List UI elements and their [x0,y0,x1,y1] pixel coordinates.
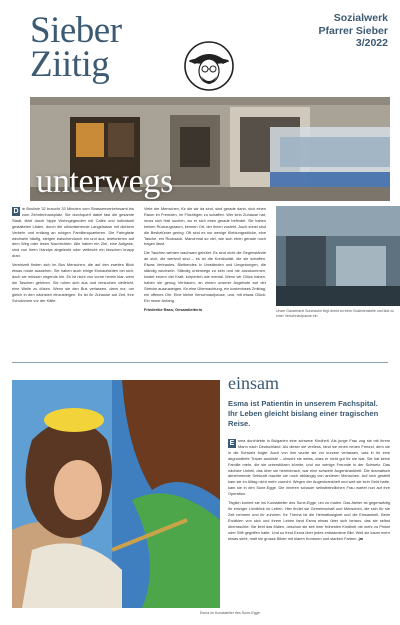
masthead-title [30,10,160,85]
article1-headline: unterwegs [36,163,174,200]
bus-interior-photo [276,206,400,306]
masthead-info [319,12,388,50]
article1-column2 [144,206,266,315]
org-name-line2: Pfarrer Sieber [318,24,388,37]
article1-photo-caption: Unser Gassenarzt Sunestube liegt direkt an einer Buslinienstelle und lädt zu einer Verschnaufpause ein. [276,309,394,318]
article1-paragraph: Vereinzelt finden sich im Bus Menschen, die auf den zweiten Blick etwas müde aussehen. Sie haben auch einige Einkaufstüten bei sich, doch sie müssen nirgends hin. Es ist nicht von vorne herein klar, wem die Taschen gehören. Sie ruhen sich aus und versuchen vielleicht, eine Weile zu dösen. Wenn sie den Bus verlassen, dann nur, um gleich in den nächsten einzusteigen. Es ist ihr Zuhause auf Zeit, ihre Schutzzone vor der Kälte. [12,262,134,303]
section-divider [12,362,388,363]
masthead-title-line1: Sieber [30,10,122,51]
article1-paragraph: Viele der Menschen, für die wir da sind, sind gerade darin, sich einen Raum im Fremden, im Flüchtigen zu schaffen. Wer kein Zuhause hat, muss sich Halt suchen, wo er sich eben gerade befindet. Sie haben keinen Rückzugsraum, kennen Ort, der ihnen zusteht. Auch sonst sind die Besitztümer gering: Oft sind es nur wenige Kleidungsstücke, eine Tasche, ein Rucksack. Manchmal so viel, wie sich eben gerade noch tragen lässt. [144,206,266,247]
article2-dropcap: E [229,440,235,447]
article1-paragraph-text: ie Buslinie 32 braucht 33 Minuten vom Strassenverkehrsamt bis zum Zehntenhausplatz. Sie durchquert dabei fast die gesamte Stadt, fährt durch hippe Wohngegenden mit Cafés und individuell gestalteten Läden, durch die urbanisierende Langstrasse mit dichtem Verkehr und entlang an ruhigen Familienquartieren. Die Fahrgäste wechseln häufig, steigen zwischendurch ein und aus, telefonieren auf dem Weg oder lesen Nachrichten. Alle haben ein Ziel, eine Aufgabe, sind von ihren Handys abgelenkt oder vielleicht ein bisschen knapp dran. [12,206,134,259]
article2-paragraph-text: Täglich kommt sie ins Kunstatelier des Sune-Egge, um zu malen. Das Atelier ist gegenwärtig ihr einziger Lichtblick im Leben. Hier findet sie Gemeinschaft und Menschen, die sich für sie Zeit nehmen und ihr zuhören. Ihr Thema ist die Heimatlosigkeit und die Einsamkeit. Beim Erzählen von sich und ihrem Leben fand Esma etwas über sich heraus, das sie selbst überraschte: Sie liebt das Malen, obschon sie seit ihrer frühesten Kindheit nie mehr zu Pinsel oder Stift gegriffen hatte. Und so freut Esma über jedes entstandene Bild. Weil sie kaum mehr etwas sieht, malt sie grosse Bilder mit klaren Konturen und starken Farben. [228,500,390,541]
org-name-line1: Sozialwerk [333,12,388,24]
article2-paragraph [228,500,390,541]
article1-column1 [12,206,134,307]
masthead-title-line2: Ziitig [30,44,110,85]
article1-paragraph: Die Taschen werden wachsam gehütet. Es sind nicht die Gegenstände an sich, die wertvoll sind – es ist die Kontinuität, die sie schaffen. Etwas Vertrautes, Bleibendes in Umständen und Umgebungen, die ständig wechseln. Ständig unterwegs zu sein und nie anzukommen, kostet enorm viel Kraft, körperlich wie mental. Wenn wir Glück haben, haben sie genug Vertrauen, an einem unserer Angebote auf der Strecke auszusteigen, für eine Übernachtung, ein kostenloses Zmittag, ein offenes Ohr. Eine kleine Verschnaufpause, und, mit etwas Glück: Ein neuer Anfang. [144,250,266,303]
article2-lead: Esma ist Patientin in unserem Fachspital. Ihr Leben gleicht bislang einer tragischen Reise. [228,399,379,428]
article1-dropcap: D [13,208,19,215]
article2-paragraph-text: sma durchlebte in Bulgarien eine schwere Kindheit. Als junge Frau zog sie mit ihrem Mann nach Deutschland. Als dieser sie verliess, fand sie einen neuen Freund, dem sie in die Schweiz folgte. Auch von ihm wurde sie vor kurzem verlassen, was in ihr eine abgrundtiefe Trauer auslöste – obwohl sie weiss, dass er nicht gut für sie war. Sie hat keine Familie mehr, die sie unterstützen könnte, und nur wenige Freunde in der Schweiz. Das nächste Unheil, das über sie hereinbrach, war eine schwere Augenkrankheit. Die dramatisch abnehmende Sehkraft machte sie noch abhängig von anderen Menschen. Auf sich gestellt kam sie im Alltag nicht mehr zurecht. Wegen der Augenkrankheit und weil sie kein Geld hatte, kam sie in den Sune-Egge. Die inneren schauer selbstfeindlichen Frau wartet nun auf ihre Operation. [228,438,390,497]
article2-signature: jm [358,535,364,541]
issue-number: 3/2022 [355,37,388,49]
article2-headline: einsam [228,373,279,393]
pfarrer-sieber-portrait-logo [183,40,235,92]
article2-body [228,438,390,544]
article1-signature: Friederike Rass, Gesamtleiterin [144,306,203,312]
esma-painting-photo [12,380,220,608]
article2-photo-caption: Esma im Kunstatelier des Sune-Egge. [200,611,261,615]
article1-paragraph [12,206,134,259]
article2-paragraph [228,438,390,497]
